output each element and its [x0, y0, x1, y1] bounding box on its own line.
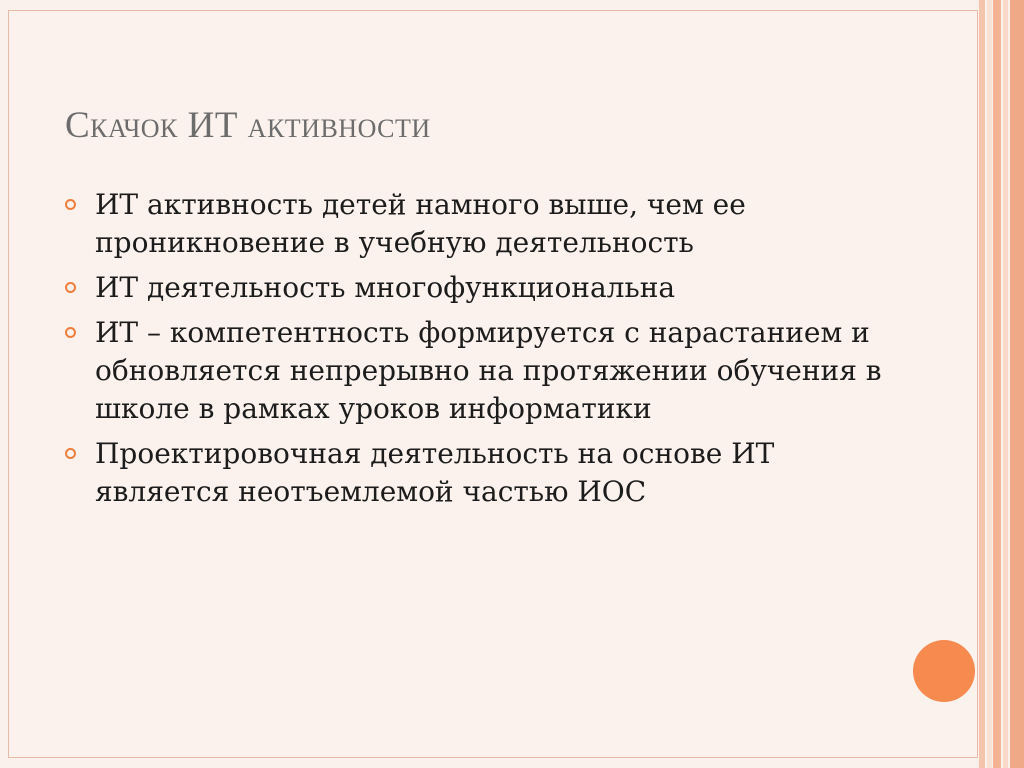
decor-stripe	[993, 0, 1001, 768]
decor-stripe	[1003, 0, 1008, 768]
bullet-icon	[65, 448, 76, 459]
decor-stripe	[987, 0, 992, 768]
bullet-list	[64, 186, 894, 518]
bullet-text: ИТ деятельность многофункциональна	[95, 271, 676, 304]
decor-stripe	[1010, 0, 1024, 768]
bullet-text: Проектировочная деятельность на основе ИТ является неотъемлемой частью ИОС	[95, 437, 775, 508]
bullet-icon	[65, 199, 76, 210]
bullet-item	[64, 314, 894, 428]
bullet-icon	[65, 327, 76, 338]
bullet-item	[64, 269, 894, 307]
bullet-item	[64, 186, 894, 262]
bullet-item	[64, 435, 894, 511]
orange-circle-decoration	[913, 640, 975, 702]
bullet-text: ИТ – компетентность формируется с нарастанием и обновляется непрерывно на протяжении обучения в школе в рамках уроков информатики	[95, 316, 882, 425]
bullet-icon	[65, 282, 76, 293]
slide-title: Скачок ИТ активности	[65, 105, 431, 146]
decor-stripe	[979, 0, 985, 768]
bullet-text: ИТ активность детей намного выше, чем ее проникновение в учебную деятельность	[95, 188, 746, 259]
